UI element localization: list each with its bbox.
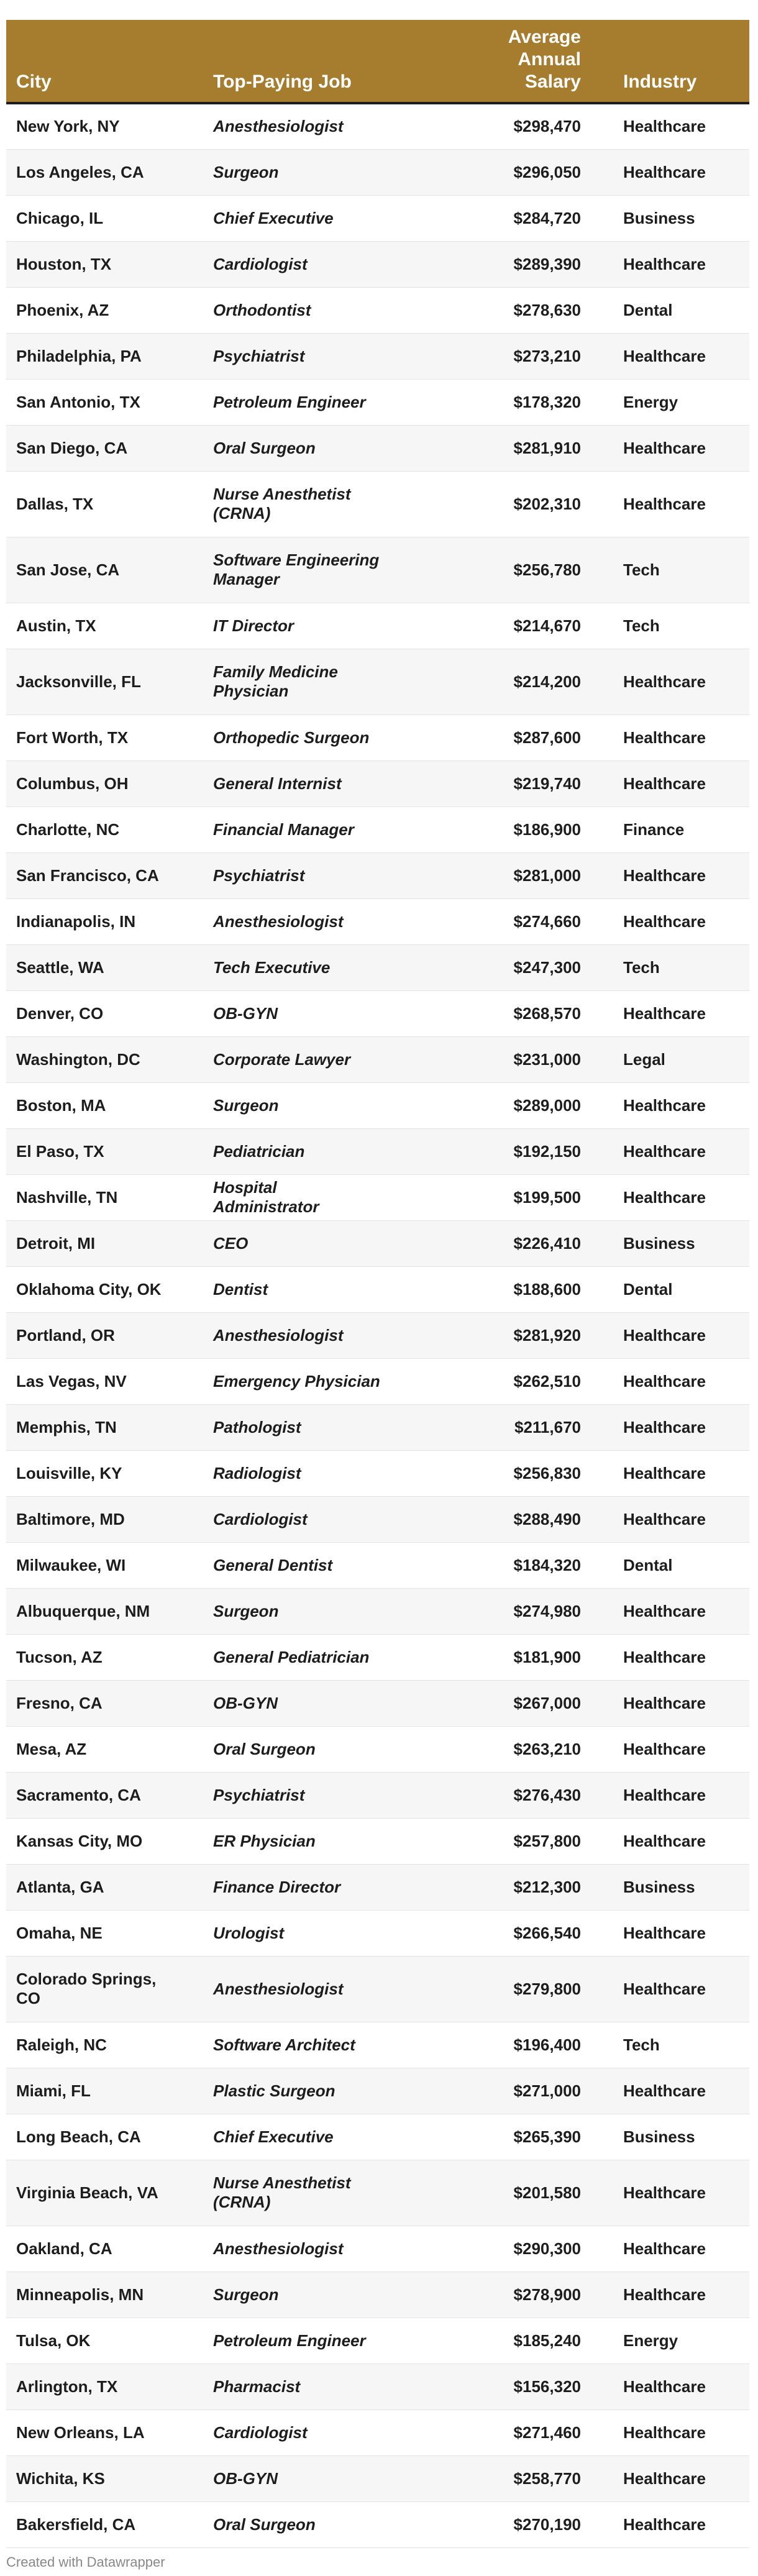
cell-city: Seattle, WA: [6, 944, 203, 990]
cell-city: New York, NY: [6, 103, 203, 149]
cell-city: Portland, OR: [6, 1312, 203, 1358]
cell-industry: Healthcare: [593, 1312, 749, 1358]
cell-salary: $298,470: [408, 103, 593, 149]
cell-city: Atlanta, GA: [6, 1864, 203, 1910]
salary-table: [6, 20, 749, 2548]
cell-city: Nashville, TN: [6, 1174, 203, 1220]
cell-job: Family Medicine Physician: [203, 649, 408, 715]
cell-salary: $186,900: [408, 806, 593, 852]
table-row: [6, 1450, 749, 1496]
table-row: [6, 760, 749, 806]
cell-city: Charlotte, NC: [6, 806, 203, 852]
cell-job: Finance Director: [203, 1864, 408, 1910]
table-row: [6, 537, 749, 603]
cell-job: Dentist: [203, 1266, 408, 1312]
table-row: [6, 2160, 749, 2226]
cell-industry: Dental: [593, 1266, 749, 1312]
cell-salary: $267,000: [408, 1680, 593, 1726]
table-row: [6, 379, 749, 425]
cell-city: Dallas, TX: [6, 471, 203, 537]
cell-city: Miami, FL: [6, 2068, 203, 2114]
cell-industry: Healthcare: [593, 2409, 749, 2455]
cell-salary: $212,300: [408, 1864, 593, 1910]
cell-job: Nurse Anesthetist (CRNA): [203, 471, 408, 537]
cell-job: Corporate Lawyer: [203, 1036, 408, 1082]
cell-city: Oklahoma City, OK: [6, 1266, 203, 1312]
cell-job: Radiologist: [203, 1450, 408, 1496]
cell-job: Surgeon: [203, 149, 408, 195]
cell-city: Washington, DC: [6, 1036, 203, 1082]
cell-city: Jacksonville, FL: [6, 649, 203, 715]
cell-city: Fort Worth, TX: [6, 715, 203, 760]
cell-salary: $262,510: [408, 1358, 593, 1404]
cell-job: Anesthesiologist: [203, 2226, 408, 2272]
cell-job: Cardiologist: [203, 241, 408, 287]
cell-job: OB-GYN: [203, 990, 408, 1036]
cell-city: Albuquerque, NM: [6, 1588, 203, 1634]
cell-industry: Healthcare: [593, 1404, 749, 1450]
cell-industry: Finance: [593, 806, 749, 852]
cell-city: Indianapolis, IN: [6, 898, 203, 944]
cell-city: New Orleans, LA: [6, 2409, 203, 2455]
column-header-salary-label: Average Annual Salary: [508, 27, 581, 92]
cell-salary: $202,310: [408, 471, 593, 537]
cell-industry: Healthcare: [593, 1588, 749, 1634]
cell-job: Cardiologist: [203, 2409, 408, 2455]
cell-salary: $185,240: [408, 2318, 593, 2364]
cell-job: Software Engineering Manager: [203, 537, 408, 603]
cell-city: El Paso, TX: [6, 1128, 203, 1174]
table-row: [6, 2409, 749, 2455]
cell-industry: Healthcare: [593, 2160, 749, 2226]
table-row: [6, 1496, 749, 1542]
table-row: [6, 898, 749, 944]
cell-city: Fresno, CA: [6, 1680, 203, 1726]
cell-job: Petroleum Engineer: [203, 2318, 408, 2364]
cell-city: Las Vegas, NV: [6, 1358, 203, 1404]
table-row: [6, 1910, 749, 1956]
cell-industry: Healthcare: [593, 2455, 749, 2501]
cell-city: Kansas City, MO: [6, 1818, 203, 1864]
cell-salary: $274,980: [408, 1588, 593, 1634]
cell-salary: $288,490: [408, 1496, 593, 1542]
cell-job: General Pediatrician: [203, 1634, 408, 1680]
cell-salary: $156,320: [408, 2364, 593, 2409]
cell-job: Orthopedic Surgeon: [203, 715, 408, 760]
cell-city: Memphis, TN: [6, 1404, 203, 1450]
cell-salary: $257,800: [408, 1818, 593, 1864]
cell-city: Mesa, AZ: [6, 1726, 203, 1772]
table-row: [6, 1772, 749, 1818]
cell-salary: $281,000: [408, 852, 593, 898]
cell-industry: Healthcare: [593, 1496, 749, 1542]
cell-salary: $274,660: [408, 898, 593, 944]
cell-city: Tucson, AZ: [6, 1634, 203, 1680]
cell-job: Anesthesiologist: [203, 103, 408, 149]
table-row: [6, 1542, 749, 1588]
cell-industry: Tech: [593, 537, 749, 603]
cell-industry: Healthcare: [593, 715, 749, 760]
footer-credit[interactable]: Created with Datawrapper: [6, 2554, 165, 2570]
cell-city: Colorado Springs, CO: [6, 1956, 203, 2022]
cell-city: Virginia Beach, VA: [6, 2160, 203, 2226]
cell-job: OB-GYN: [203, 1680, 408, 1726]
cell-city: Bakersfield, CA: [6, 2501, 203, 2547]
cell-job: Chief Executive: [203, 195, 408, 241]
cell-city: Detroit, MI: [6, 1220, 203, 1266]
cell-salary: $214,200: [408, 649, 593, 715]
cell-city: Columbus, OH: [6, 760, 203, 806]
cell-salary: $287,600: [408, 715, 593, 760]
table-body: [6, 103, 749, 2547]
cell-industry: Dental: [593, 287, 749, 333]
table-row: [6, 2501, 749, 2547]
cell-industry: Dental: [593, 1542, 749, 1588]
cell-salary: $211,670: [408, 1404, 593, 1450]
table-row: [6, 471, 749, 537]
cell-industry: Healthcare: [593, 760, 749, 806]
table-row: [6, 990, 749, 1036]
table-row: [6, 241, 749, 287]
cell-industry: Healthcare: [593, 1818, 749, 1864]
cell-city: Sacramento, CA: [6, 1772, 203, 1818]
cell-industry: Business: [593, 1220, 749, 1266]
cell-salary: $231,000: [408, 1036, 593, 1082]
cell-city: San Diego, CA: [6, 425, 203, 471]
cell-job: Plastic Surgeon: [203, 2068, 408, 2114]
cell-industry: Healthcare: [593, 1910, 749, 1956]
cell-city: Oakland, CA: [6, 2226, 203, 2272]
table-row: [6, 2114, 749, 2160]
cell-salary: $289,390: [408, 241, 593, 287]
cell-city: Louisville, KY: [6, 1450, 203, 1496]
cell-industry: Healthcare: [593, 2501, 749, 2547]
table-row: [6, 1358, 749, 1404]
cell-salary: $256,780: [408, 537, 593, 603]
table-header: [6, 20, 749, 103]
cell-job: Software Architect: [203, 2022, 408, 2068]
table-row: [6, 287, 749, 333]
cell-industry: Legal: [593, 1036, 749, 1082]
cell-salary: $196,400: [408, 2022, 593, 2068]
cell-job: Nurse Anesthetist (CRNA): [203, 2160, 408, 2226]
cell-job: Psychiatrist: [203, 1772, 408, 1818]
cell-job: ER Physician: [203, 1818, 408, 1864]
table-row: [6, 852, 749, 898]
cell-job: Oral Surgeon: [203, 2501, 408, 2547]
cell-city: San Francisco, CA: [6, 852, 203, 898]
cell-salary: $276,430: [408, 1772, 593, 1818]
cell-job: Pediatrician: [203, 1128, 408, 1174]
cell-salary: $178,320: [408, 379, 593, 425]
cell-salary: $256,830: [408, 1450, 593, 1496]
cell-city: Denver, CO: [6, 990, 203, 1036]
cell-job: Surgeon: [203, 1082, 408, 1128]
cell-industry: Healthcare: [593, 2364, 749, 2409]
cell-salary: $268,570: [408, 990, 593, 1036]
cell-city: Los Angeles, CA: [6, 149, 203, 195]
cell-city: Long Beach, CA: [6, 2114, 203, 2160]
cell-salary: $188,600: [408, 1266, 593, 1312]
table-row: [6, 2318, 749, 2364]
cell-job: Urologist: [203, 1910, 408, 1956]
cell-city: Boston, MA: [6, 1082, 203, 1128]
table-row: [6, 425, 749, 471]
cell-industry: Healthcare: [593, 1726, 749, 1772]
table-row: [6, 1726, 749, 1772]
cell-industry: Healthcare: [593, 1128, 749, 1174]
cell-industry: Healthcare: [593, 1680, 749, 1726]
cell-industry: Healthcare: [593, 1634, 749, 1680]
cell-industry: Healthcare: [593, 2068, 749, 2114]
cell-salary: $278,900: [408, 2272, 593, 2318]
cell-salary: $271,460: [408, 2409, 593, 2455]
cell-industry: Tech: [593, 603, 749, 649]
cell-job: Surgeon: [203, 1588, 408, 1634]
cell-salary: $192,150: [408, 1128, 593, 1174]
cell-city: Tulsa, OK: [6, 2318, 203, 2364]
cell-salary: $219,740: [408, 760, 593, 806]
column-header-city[interactable]: City: [6, 20, 203, 103]
header-row: [6, 20, 749, 103]
cell-industry: Healthcare: [593, 2272, 749, 2318]
cell-industry: Tech: [593, 944, 749, 990]
cell-job: Chief Executive: [203, 2114, 408, 2160]
cell-industry: Healthcare: [593, 1956, 749, 2022]
cell-job: Pathologist: [203, 1404, 408, 1450]
cell-salary: $271,000: [408, 2068, 593, 2114]
table-row: [6, 944, 749, 990]
cell-job: Oral Surgeon: [203, 1726, 408, 1772]
cell-city: San Jose, CA: [6, 537, 203, 603]
cell-job: OB-GYN: [203, 2455, 408, 2501]
table-row: [6, 806, 749, 852]
cell-salary: $281,920: [408, 1312, 593, 1358]
cell-industry: Healthcare: [593, 990, 749, 1036]
cell-industry: Healthcare: [593, 333, 749, 379]
cell-salary: $201,580: [408, 2160, 593, 2226]
cell-city: Wichita, KS: [6, 2455, 203, 2501]
cell-city: Milwaukee, WI: [6, 1542, 203, 1588]
cell-city: Raleigh, NC: [6, 2022, 203, 2068]
cell-job: Cardiologist: [203, 1496, 408, 1542]
cell-salary: $279,800: [408, 1956, 593, 2022]
cell-job: Psychiatrist: [203, 333, 408, 379]
cell-city: Phoenix, AZ: [6, 287, 203, 333]
cell-job: Emergency Physician: [203, 1358, 408, 1404]
table-row: [6, 1174, 749, 1220]
cell-industry: Healthcare: [593, 1772, 749, 1818]
table-row: [6, 333, 749, 379]
cell-job: Oral Surgeon: [203, 425, 408, 471]
table-row: [6, 2226, 749, 2272]
cell-industry: Healthcare: [593, 1082, 749, 1128]
cell-industry: Healthcare: [593, 149, 749, 195]
table-row: [6, 1864, 749, 1910]
cell-job: IT Director: [203, 603, 408, 649]
cell-industry: Healthcare: [593, 1358, 749, 1404]
cell-salary: $214,670: [408, 603, 593, 649]
table-row: [6, 2022, 749, 2068]
cell-industry: Healthcare: [593, 425, 749, 471]
table-row: [6, 1036, 749, 1082]
cell-salary: $181,900: [408, 1634, 593, 1680]
cell-industry: Energy: [593, 379, 749, 425]
cell-salary: $281,910: [408, 425, 593, 471]
cell-industry: Healthcare: [593, 1174, 749, 1220]
table-row: [6, 1634, 749, 1680]
cell-salary: $290,300: [408, 2226, 593, 2272]
cell-city: Arlington, TX: [6, 2364, 203, 2409]
cell-job: Psychiatrist: [203, 852, 408, 898]
table-row: [6, 2364, 749, 2409]
cell-job: Anesthesiologist: [203, 1312, 408, 1358]
cell-salary: $296,050: [408, 149, 593, 195]
table-row: [6, 149, 749, 195]
table-row: [6, 1588, 749, 1634]
cell-industry: Energy: [593, 2318, 749, 2364]
cell-city: Austin, TX: [6, 603, 203, 649]
cell-job: Financial Manager: [203, 806, 408, 852]
cell-industry: Healthcare: [593, 649, 749, 715]
cell-industry: Business: [593, 2114, 749, 2160]
table-row: [6, 2272, 749, 2318]
cell-city: Houston, TX: [6, 241, 203, 287]
cell-city: San Antonio, TX: [6, 379, 203, 425]
cell-industry: Tech: [593, 2022, 749, 2068]
cell-job: CEO: [203, 1220, 408, 1266]
cell-salary: $258,770: [408, 2455, 593, 2501]
table-container: [6, 20, 749, 2548]
table-row: [6, 195, 749, 241]
table-row: [6, 2068, 749, 2114]
table-row: [6, 1404, 749, 1450]
cell-industry: Healthcare: [593, 1450, 749, 1496]
cell-salary: $289,000: [408, 1082, 593, 1128]
cell-job: Anesthesiologist: [203, 1956, 408, 2022]
cell-industry: Healthcare: [593, 898, 749, 944]
cell-job: General Dentist: [203, 1542, 408, 1588]
column-header-salary[interactable]: [408, 20, 593, 103]
cell-industry: Business: [593, 1864, 749, 1910]
cell-salary: $184,320: [408, 1542, 593, 1588]
column-header-industry[interactable]: Industry: [593, 20, 749, 103]
table-row: [6, 1082, 749, 1128]
cell-salary: $247,300: [408, 944, 593, 990]
table-row: [6, 1266, 749, 1312]
cell-salary: $284,720: [408, 195, 593, 241]
cell-city: Chicago, IL: [6, 195, 203, 241]
cell-industry: Healthcare: [593, 2226, 749, 2272]
table-row: [6, 1956, 749, 2022]
cell-industry: Healthcare: [593, 471, 749, 537]
cell-salary: $273,210: [408, 333, 593, 379]
cell-job: Surgeon: [203, 2272, 408, 2318]
cell-industry: Healthcare: [593, 241, 749, 287]
cell-job: General Internist: [203, 760, 408, 806]
table-row: [6, 1220, 749, 1266]
cell-city: Philadelphia, PA: [6, 333, 203, 379]
cell-city: Minneapolis, MN: [6, 2272, 203, 2318]
cell-city: Baltimore, MD: [6, 1496, 203, 1542]
table-row: [6, 715, 749, 760]
cell-salary: $266,540: [408, 1910, 593, 1956]
table-row: [6, 1818, 749, 1864]
cell-salary: $270,190: [408, 2501, 593, 2547]
cell-salary: $226,410: [408, 1220, 593, 1266]
column-header-job[interactable]: Top-Paying Job: [203, 20, 408, 103]
cell-industry: Healthcare: [593, 852, 749, 898]
cell-industry: Business: [593, 195, 749, 241]
table-row: [6, 1312, 749, 1358]
cell-job: Orthodontist: [203, 287, 408, 333]
cell-salary: $278,630: [408, 287, 593, 333]
cell-job: Tech Executive: [203, 944, 408, 990]
cell-job: Hospital Administrator: [203, 1174, 408, 1220]
cell-salary: $263,210: [408, 1726, 593, 1772]
table-row: [6, 603, 749, 649]
table-row: [6, 1680, 749, 1726]
cell-salary: $199,500: [408, 1174, 593, 1220]
table-row: [6, 649, 749, 715]
cell-job: Anesthesiologist: [203, 898, 408, 944]
table-row: [6, 1128, 749, 1174]
cell-industry: Healthcare: [593, 103, 749, 149]
table-row: [6, 2455, 749, 2501]
cell-city: Omaha, NE: [6, 1910, 203, 1956]
cell-salary: $265,390: [408, 2114, 593, 2160]
cell-job: Pharmacist: [203, 2364, 408, 2409]
table-row: [6, 103, 749, 149]
cell-job: Petroleum Engineer: [203, 379, 408, 425]
